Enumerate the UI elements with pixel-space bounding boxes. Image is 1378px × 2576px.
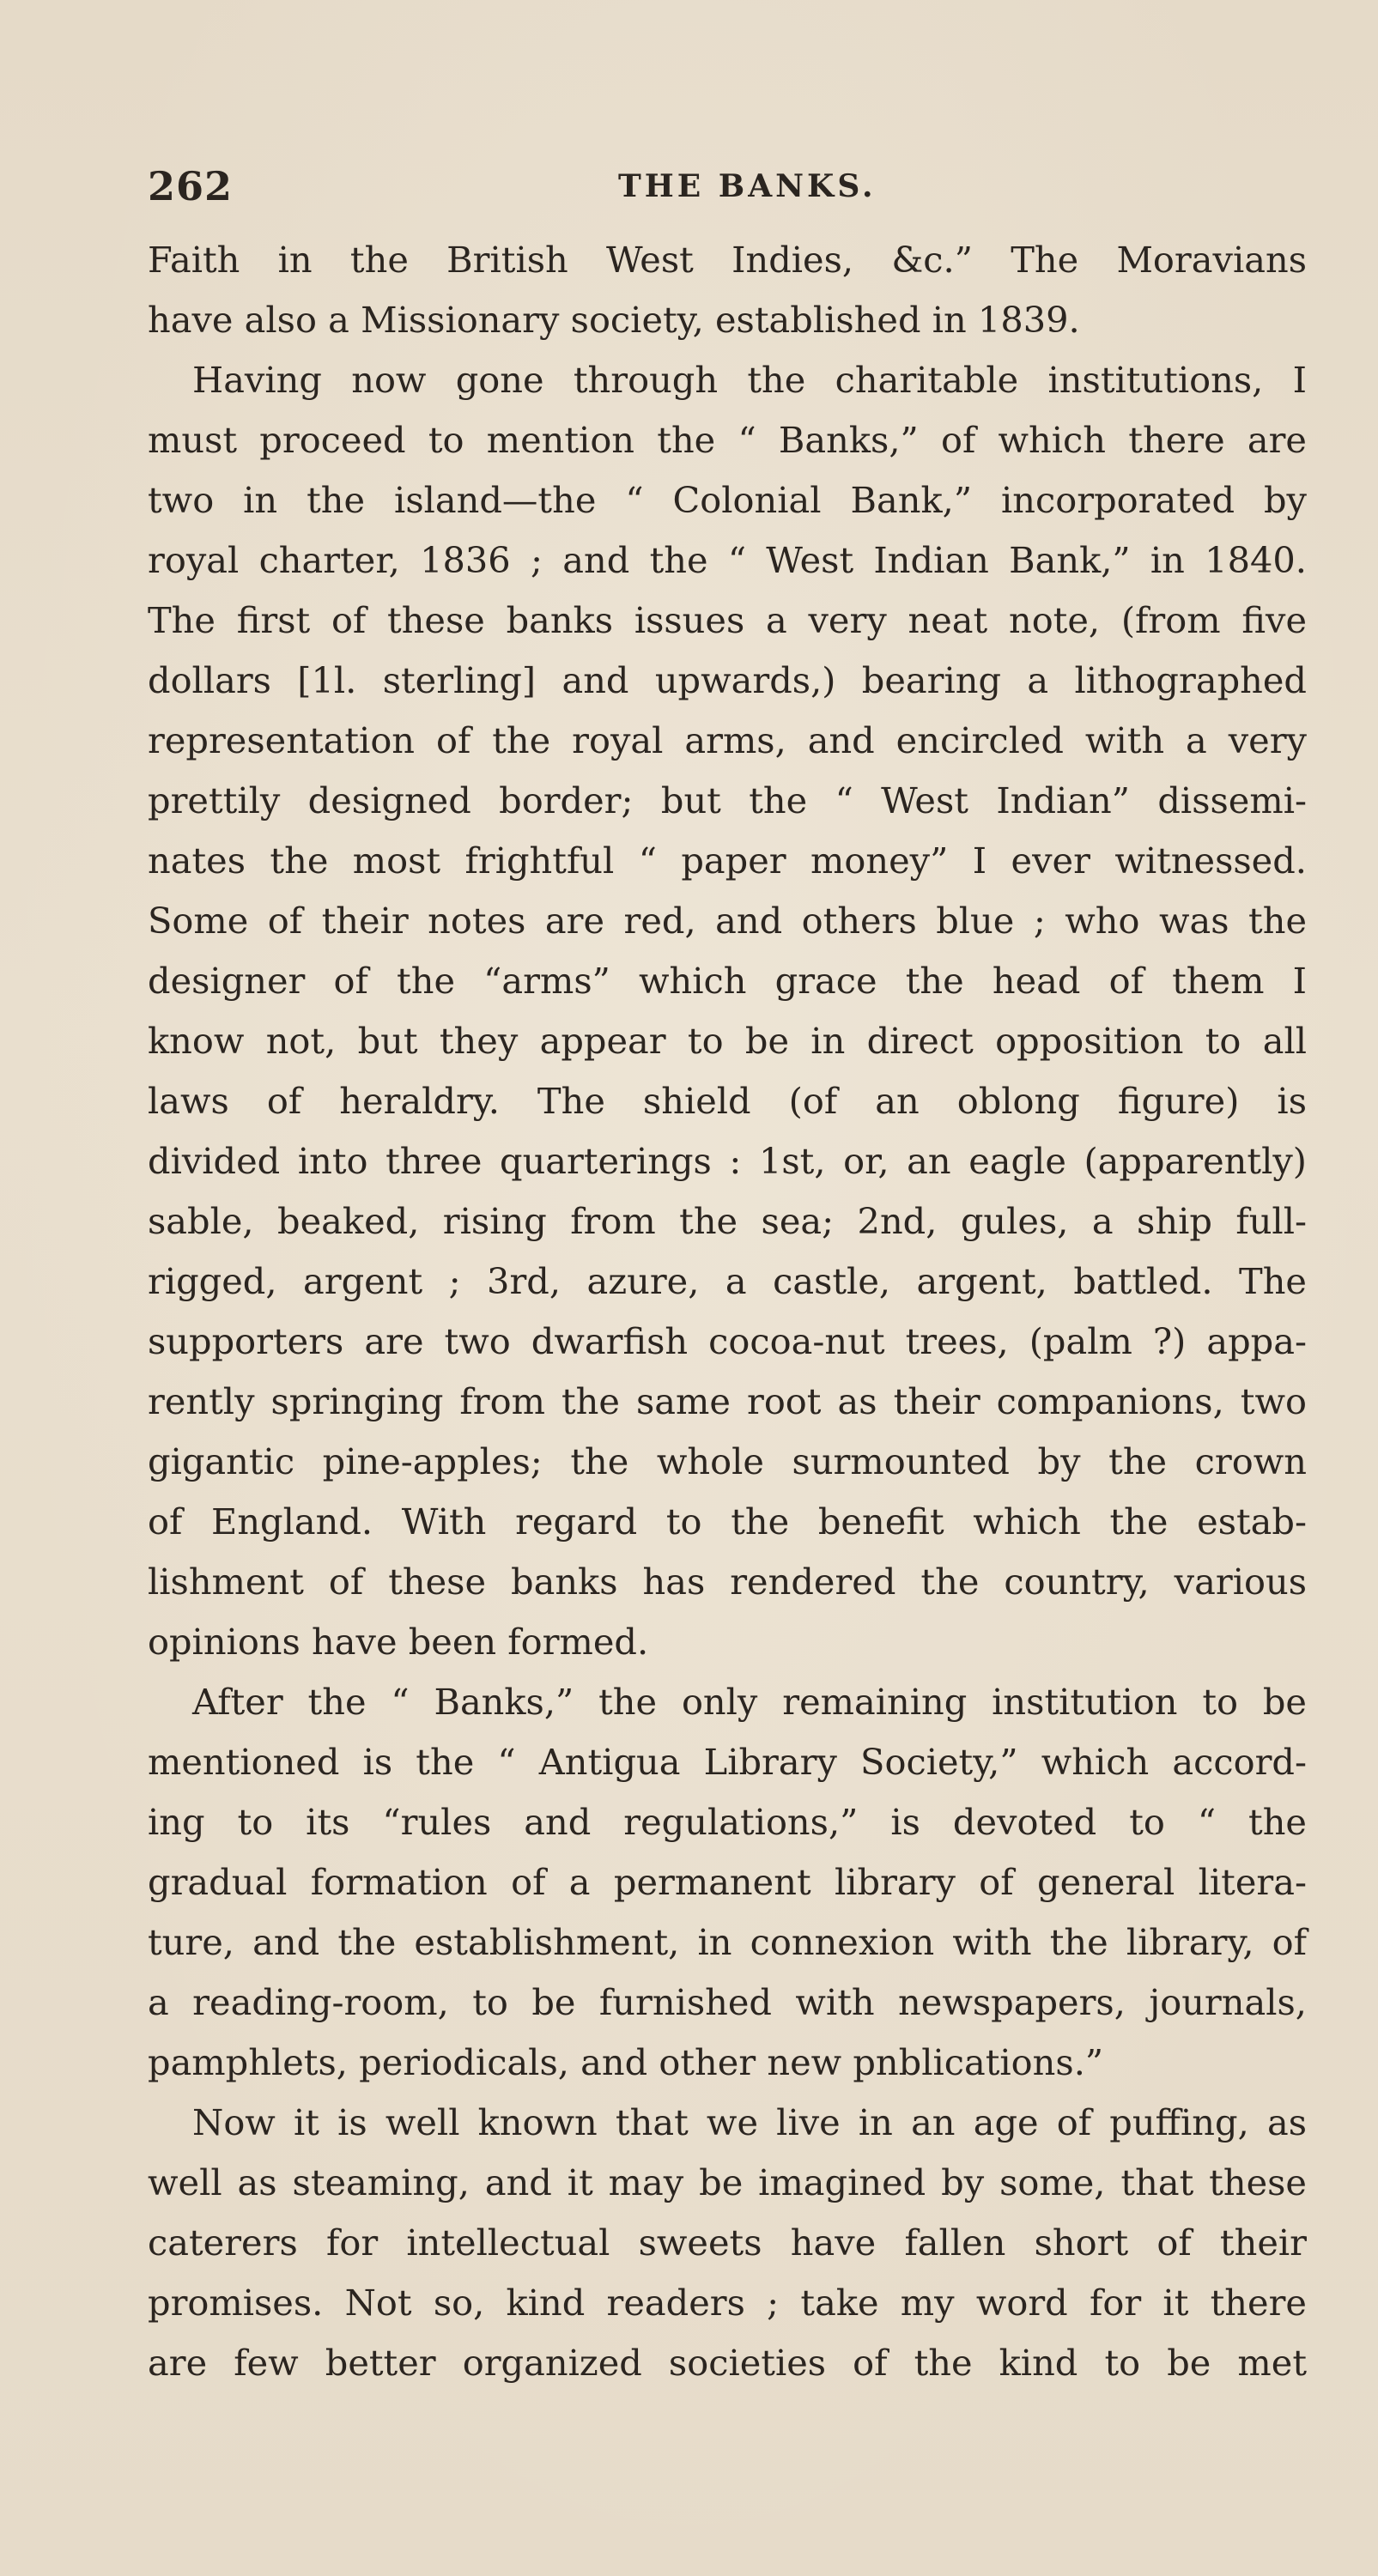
text-line: laws of heraldry. The shield (of an oblong figure) is xyxy=(148,1080,1307,1122)
text-line: supporters are two dwarfish cocoa-nut trees, (palm ?) appa- xyxy=(148,1320,1307,1362)
text-line: Faith in the British West Indies, &c.” The Moravians xyxy=(148,239,1307,281)
text-line: pamphlets, periodicals, and other new pnblications.” xyxy=(148,2041,1104,2083)
text-line: nates the most frightful “ paper money” I ever witnessed. xyxy=(148,839,1307,882)
text-line: divided into three quarterings : 1st, or, an eagle (apparently) xyxy=(148,1140,1307,1182)
text-line: must proceed to mention the “ Banks,” of which there are xyxy=(148,419,1307,461)
text-line: two in the island—the “ Colonial Bank,” incorporated by xyxy=(148,479,1307,521)
text-line: gigantic pine-apples; the whole surmounted by the crown xyxy=(148,1440,1307,1482)
text-line: lishment of these banks has rendered the country, various xyxy=(148,1561,1307,1603)
text-line: prettily designed border; but the “ West Indian” dissemi- xyxy=(148,779,1307,821)
body-text xyxy=(148,230,1307,2393)
text-line: a reading-room, to be furnished with newspapers, journals, xyxy=(148,1981,1307,2023)
text-line: representation of the royal arms, and encircled with a very xyxy=(148,719,1307,761)
text-line: rigged, argent ; 3rd, azure, a castle, argent, battled. The xyxy=(148,1260,1307,1302)
text-line: designer of the “arms” which grace the head of them I xyxy=(148,960,1307,1002)
text-line: mentioned is the “ Antigua Library Society,” which accord- xyxy=(148,1741,1307,1783)
running-title: THE BANKS. xyxy=(618,168,877,204)
text-line: After the “ Banks,” the only remaining institution to be xyxy=(192,1681,1307,1723)
text-line: gradual formation of a permanent library of general litera- xyxy=(148,1861,1307,1903)
text-line: ture, and the establishment, in connexion with the library, of xyxy=(148,1921,1307,1963)
text-line: royal charter, 1836 ; and the “ West Indian Bank,” in 1840. xyxy=(148,539,1307,581)
text-line: caterers for intellectual sweets have fallen short of their xyxy=(148,2221,1307,2264)
page-header xyxy=(148,163,1307,209)
text-line: of England. With regard to the benefit which the estab- xyxy=(148,1500,1307,1543)
text-line: Some of their notes are red, and others blue ; who was the xyxy=(148,900,1307,942)
text-line: Now it is well known that we live in an age of puffing, as xyxy=(192,2101,1307,2143)
text-line: rently springing from the same root as their companions, two xyxy=(148,1380,1307,1422)
text-line: ing to its “rules and regulations,” is devoted to “ the xyxy=(148,1801,1307,1843)
text-line: dollars [1l. sterling] and upwards,) bearing a lithographed xyxy=(148,659,1307,701)
text-line: are few better organized societies of the kind to be met xyxy=(148,2342,1307,2384)
text-line: The first of these banks issues a very neat note, (from five xyxy=(148,599,1307,641)
text-line: well as steaming, and it may be imagined by some, that these xyxy=(148,2161,1307,2203)
text-line: know not, but they appear to be in direct opposition to all xyxy=(148,1020,1307,1062)
page-number: 262 xyxy=(148,163,234,209)
text-line: opinions have been formed. xyxy=(148,1621,649,1663)
text-line: Having now gone through the charitable institutions, I xyxy=(192,359,1307,401)
text-line: have also a Missionary society, established in 1839. xyxy=(148,299,1080,341)
text-line: promises. Not so, kind readers ; take my word for it there xyxy=(148,2282,1307,2324)
text-line: sable, beaked, rising from the sea; 2nd, gules, a ship full- xyxy=(148,1200,1307,1242)
